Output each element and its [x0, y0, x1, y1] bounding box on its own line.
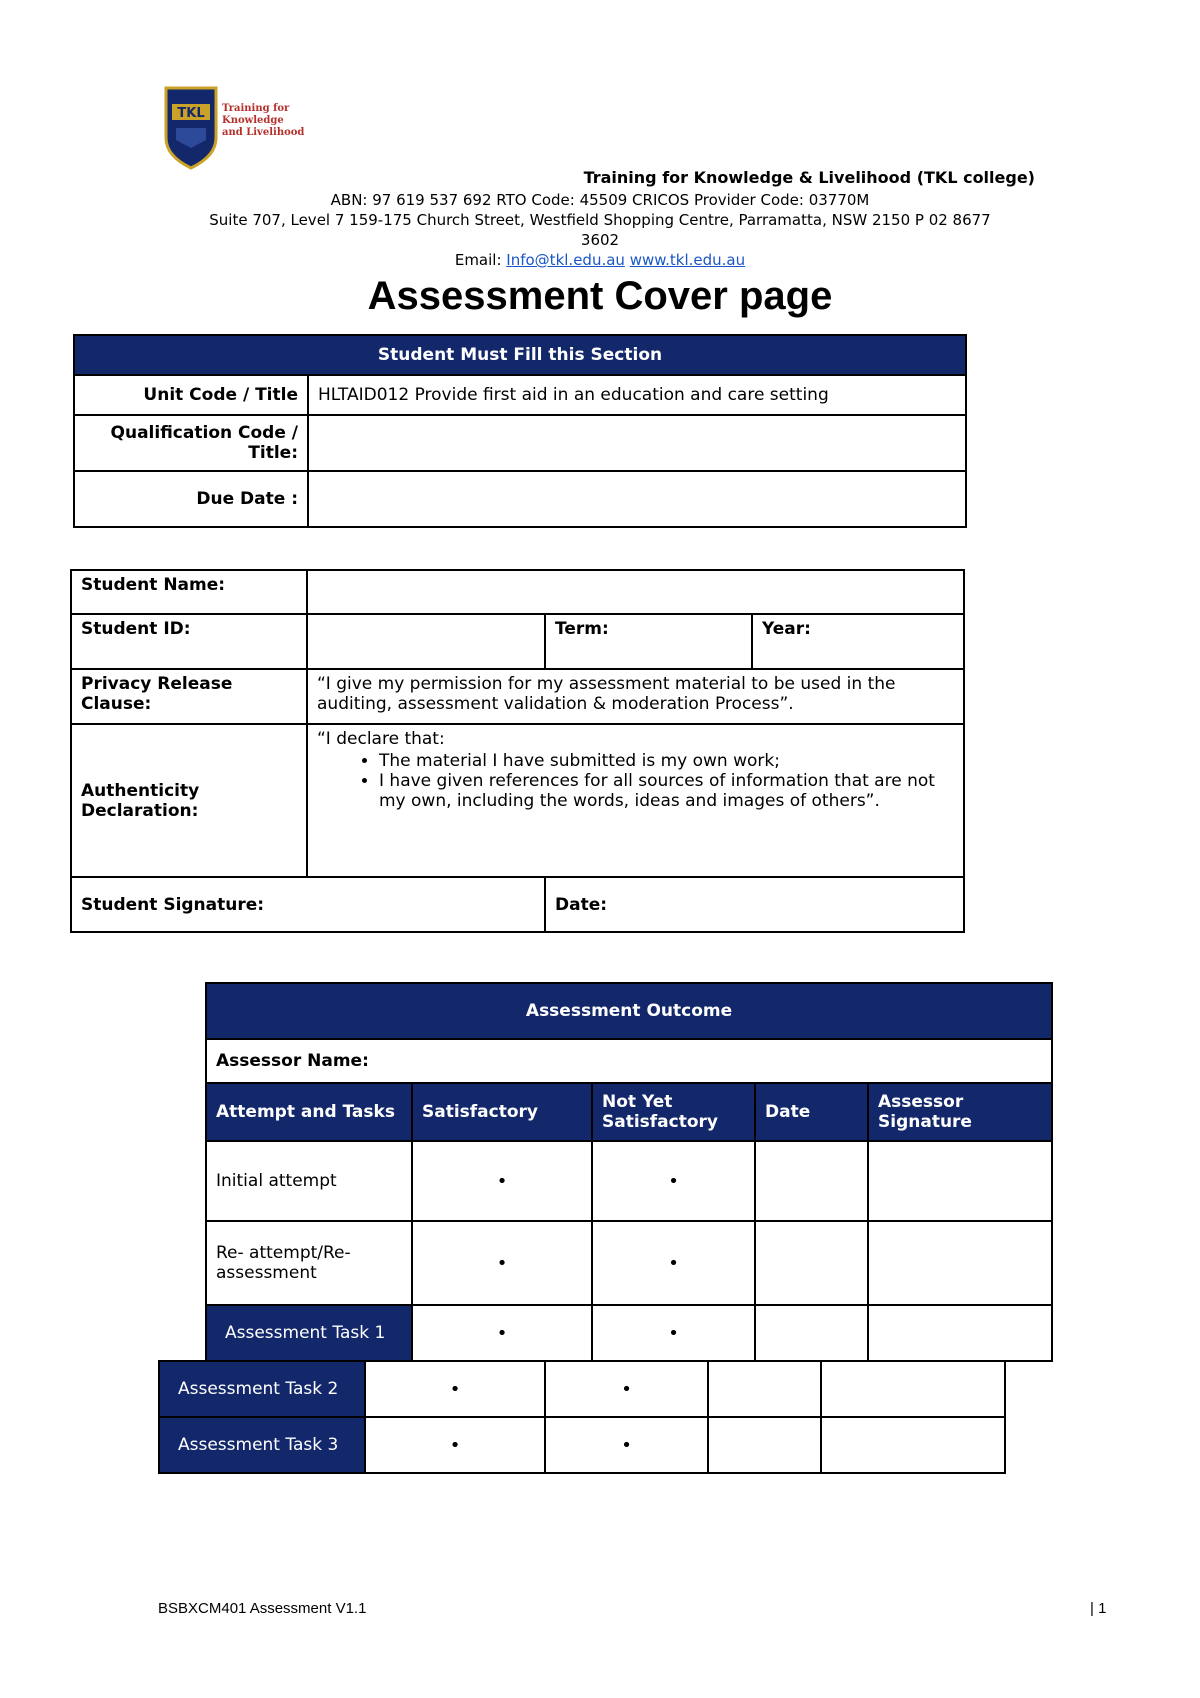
- row-label: Initial attempt: [206, 1141, 412, 1221]
- authenticity-label: Authenticity Declaration:: [71, 724, 307, 877]
- term-field[interactable]: Term:: [545, 614, 752, 669]
- satisfactory-checkbox[interactable]: •: [412, 1221, 592, 1305]
- satisfactory-checkbox[interactable]: •: [412, 1305, 592, 1361]
- table-row: [206, 1221, 1052, 1305]
- privacy-label: Privacy Release Clause:: [71, 669, 307, 724]
- date-field[interactable]: [755, 1141, 868, 1221]
- page-title: Assessment Cover page: [367, 274, 833, 318]
- email-link[interactable]: Info@tkl.edu.au: [506, 251, 625, 269]
- address-line-2: 3602: [580, 231, 620, 249]
- col-satisfactory: Satisfactory: [412, 1083, 592, 1141]
- authenticity-text: [307, 724, 964, 877]
- date-field[interactable]: [708, 1417, 821, 1473]
- unit-code-field[interactable]: HLTAID012 Provide first aid in an education and care setting: [308, 375, 966, 415]
- table-row: [206, 1305, 1052, 1361]
- qualification-label: Qualification Code / Title:: [74, 415, 308, 471]
- signature-field[interactable]: [868, 1221, 1052, 1305]
- signature-field[interactable]: [868, 1141, 1052, 1221]
- declaration-point: • I have given references for all sources of information that are not my own, including the words, ideas and images of others”.: [379, 771, 954, 811]
- declaration-intro: “I declare that:: [317, 729, 445, 749]
- address-line-1: Suite 707, Level 7 159-175 Church Street, Westfield Shopping Centre, Parramatta, NSW 2150 P 02 8677: [209, 211, 991, 229]
- not-satisfactory-checkbox[interactable]: •: [545, 1361, 708, 1417]
- student-details-table: [70, 569, 965, 933]
- assessor-name-field[interactable]: Assessor Name:: [206, 1039, 1052, 1083]
- student-id-label: Student ID:: [71, 614, 307, 669]
- date-field[interactable]: [755, 1305, 868, 1361]
- assessment-outcome-table-continued: [158, 1360, 1006, 1474]
- unit-code-label: Unit Code / Title: [74, 375, 308, 415]
- table-row: [206, 1141, 1052, 1221]
- col-assessor-signature: Assessor Signature: [868, 1083, 1052, 1141]
- table-row: [159, 1417, 1005, 1473]
- row-label: Assessment Task 3: [159, 1417, 365, 1473]
- footer-page-number: | 1: [1090, 1600, 1107, 1617]
- email-label: Email:: [454, 251, 502, 269]
- col-attempt: Attempt and Tasks: [206, 1083, 412, 1141]
- abn-line: ABN: 97 619 537 692 RTO Code: 45509 CRICOS Provider Code: 03770M: [330, 191, 870, 209]
- date-field[interactable]: [708, 1361, 821, 1417]
- logo-tagline-2: Knowledge: [222, 115, 284, 126]
- tkl-logo: [158, 78, 318, 178]
- col-not-yet-satisfactory: Not Yet Satisfactory: [592, 1083, 755, 1141]
- not-satisfactory-checkbox[interactable]: •: [592, 1305, 755, 1361]
- student-signature-field[interactable]: Student Signature:: [71, 877, 545, 932]
- declaration-point: • The material I have submitted is my own work;: [379, 751, 954, 771]
- signature-field[interactable]: [821, 1417, 1005, 1473]
- student-section-table: [73, 334, 967, 528]
- satisfactory-checkbox[interactable]: •: [365, 1417, 545, 1473]
- due-date-field[interactable]: [308, 471, 966, 527]
- satisfactory-checkbox[interactable]: •: [365, 1361, 545, 1417]
- logo-tagline-1: Training for: [222, 103, 290, 114]
- not-satisfactory-checkbox[interactable]: •: [545, 1417, 708, 1473]
- qualification-field[interactable]: [308, 415, 966, 471]
- row-label: Assessment Task 2: [159, 1361, 365, 1417]
- signature-field[interactable]: [821, 1361, 1005, 1417]
- not-satisfactory-checkbox[interactable]: •: [592, 1141, 755, 1221]
- student-id-field[interactable]: [307, 614, 545, 669]
- satisfactory-checkbox[interactable]: •: [412, 1141, 592, 1221]
- contact-line: [150, 250, 1050, 270]
- footer-doc-ref: BSBXCM401 Assessment V1.1: [158, 1600, 367, 1617]
- not-satisfactory-checkbox[interactable]: •: [592, 1221, 755, 1305]
- outcome-column-headers: [206, 1083, 1052, 1141]
- privacy-text: “I give my permission for my assessment material to be used in the auditing, assessment validation & moderation Process”.: [307, 669, 964, 724]
- year-field[interactable]: Year:: [752, 614, 964, 669]
- org-name: Training for Knowledge & Livelihood (TKL college): [583, 168, 1035, 187]
- student-name-label: Student Name:: [71, 570, 307, 614]
- outcome-header: Assessment Outcome: [206, 983, 1052, 1039]
- row-label: Assessment Task 1: [206, 1305, 412, 1361]
- date-field[interactable]: [755, 1221, 868, 1305]
- section-header: Student Must Fill this Section: [74, 335, 966, 375]
- table-row: [159, 1361, 1005, 1417]
- assessment-outcome-table: [205, 982, 1053, 1362]
- signature-field[interactable]: [868, 1305, 1052, 1361]
- signature-date-field[interactable]: Date:: [545, 877, 964, 932]
- website-link[interactable]: www.tkl.edu.au: [629, 251, 746, 269]
- svg-text:TKL: TKL: [177, 106, 205, 121]
- student-name-field[interactable]: [307, 570, 964, 614]
- due-date-label: Due Date :: [74, 471, 308, 527]
- logo-tagline-3: and Livelihood: [222, 127, 305, 138]
- row-label: Re- attempt/Re-assessment: [206, 1221, 412, 1305]
- col-date: Date: [755, 1083, 868, 1141]
